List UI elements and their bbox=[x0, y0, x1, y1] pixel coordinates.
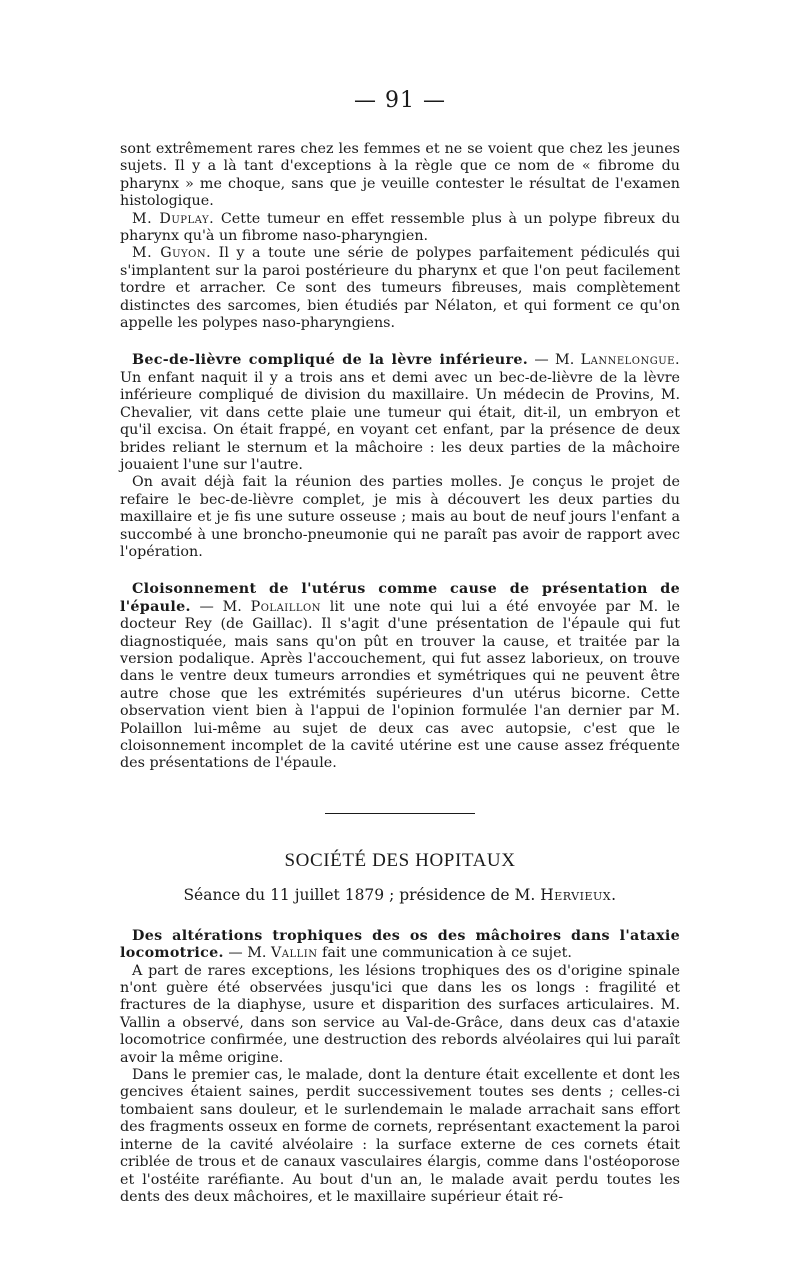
duplay-remark: Cette tumeur en effet ressemble plus à un polype fibreux du pharynx qu'à un fibrome naso-pharyngien. bbox=[120, 210, 680, 245]
section-title-bec-de-lievre: Bec-de-lièvre compliqué de la lèvre inférieure. bbox=[132, 352, 528, 369]
section-bec-de-lievre bbox=[120, 352, 680, 474]
president-name: Hervieux. bbox=[540, 885, 617, 904]
section-title-cloisonnement: Cloisonnement de l'utérus comme cause de présentation de l'épaule. bbox=[120, 581, 680, 615]
guyon-remark: Il y a toute une série de polypes parfaitement pédiculés qui s'implantent sur la paroi postérieure du pharynx et que l'on peut facilement tordre et arracher. Ce sont des tumeurs fibreuses, mais complètement distinctes des sarcomes, bien étudiés par Nélaton, et qui forment ce qu'on appelle les polypes naso-pharyngiens. bbox=[120, 245, 680, 332]
seance-date: Séance du 11 juillet 1879 ; présidence de M. bbox=[183, 885, 541, 904]
page-number: — 91 — bbox=[354, 88, 446, 113]
paragraph-guyon bbox=[120, 245, 680, 332]
author-polaillon: Polaillon bbox=[250, 598, 321, 615]
alterations-intro: fait une communication à ce sujet. bbox=[317, 945, 572, 962]
bec-de-lievre-text: Un enfant naquit il y a trois ans et demi avec un bec-de-lièvre de la lèvre inférieure compliqué de division du maxillaire. Un médecin de Provins, M. Chevalier, vit dans cette plaie une tumeur qui était, dit-il, un embryon et qu'il excisa. On était frappé, en voyant cet enfant, par la présence de deux brides reliant le sternum et la mâchoire : les deux parties de la mâchoire jouaient l'une sur l'autre. bbox=[120, 369, 680, 473]
title-dash: — M. bbox=[223, 945, 271, 962]
cloisonnement-text: lit une note qui lui a été envoyée par M. le docteur Rey (de Gaillac). Il s'agit d'une présentation de l'épaule qui fut diagnostiquée, mais sans qu'on pût en trouver la cause, et traitée par la version podalique. Après l'accouchement, qui fut assez laborieux, on trouve dans le ventre deux tumeurs arrondies et symétriques qui ne peuvent être autre chose que les extrémités supérieures d'un utérus bicorne. Cette observation vient bien à l'appui de l'opinion formulée l'an dernier par M. Polaillon lui-même au sujet de deux cas avec autopsie, c'est que le cloisonnement incomplet de la cavité utérine est une cause assez fréquente des présentations de l'épaule. bbox=[120, 598, 680, 772]
paragraph-bec-de-lievre-2: On avait déjà fait la réunion des parties molles. Je conçus le projet de refaire le bec-de-lièvre complet, je mis à découvert les deux parties du maxillaire et je fis une suture osseuse ; mais au bout de neuf jours l'enfant a succombé à une broncho-pneumonie qui ne paraît pas avoir de rapport avec l'opération. bbox=[120, 474, 680, 560]
author-lannelongue: Lannelongue. bbox=[580, 352, 680, 369]
section-divider bbox=[325, 813, 475, 814]
paragraph-continuation: sont extrêmement rares chez les femmes et ne se voient que chez les jeunes sujets. Il y a là tant d'exceptions à la règle que ce nom de « fibrome du pharynx » me choque, sans que je veuille contester le résultat de l'examen histologique. bbox=[120, 141, 680, 210]
speaker-duplay: M. Duplay. bbox=[132, 210, 215, 227]
seance-line bbox=[120, 886, 680, 904]
section-cloisonnement bbox=[120, 581, 680, 772]
section-title-alterations: Des altérations trophiques des os des mâchoires dans l'ataxie locomotrice. bbox=[120, 927, 680, 962]
paragraph-duplay bbox=[120, 211, 680, 246]
paragraph-alterations-3: Dans le premier cas, le malade, dont la denture était excellente et dont les gencives étaient saines, perdit successivement toutes ses dents ; celles-ci tombaient sans douleur, et le surlendemain le malade arrachait sans effort des fragments osseux en forme de cornets, représentant exactement la paroi interne de la cavité alvéolaire : la surface externe de ces cornets était criblée de trous et de canaux vasculaires élargis, comme dans l'ostéoporose et l'ostéite raréfiante. Au bout d'un an, le malade avait perdu toutes les dents des deux mâchoires, et le maxillaire supérieur était ré- bbox=[120, 1067, 680, 1205]
paragraph-alterations-2: A part de rares exceptions, les lésions trophiques des os d'origine spinale n'ont guère été observées jusqu'ici que dans les os longs : fragilité et fractures de la diaphyse, usure et disparition des surfaces articulaires. M. Vallin a observé, dans son service au Val-de-Grâce, dans deux cas d'ataxie locomotrice confirmée, une destruction des rebords alvéolaires qui lui paraît avoir la même origine. bbox=[120, 962, 680, 1066]
title-dash: — M. bbox=[528, 352, 581, 369]
section-alterations-trophiques bbox=[120, 928, 680, 963]
society-heading: SOCIÉTÉ DES HOPITAUX bbox=[284, 849, 516, 871]
speaker-guyon: M. Guyon. bbox=[132, 245, 212, 262]
author-vallin: Vallin bbox=[270, 945, 318, 962]
title-dash: — M. bbox=[190, 598, 251, 615]
